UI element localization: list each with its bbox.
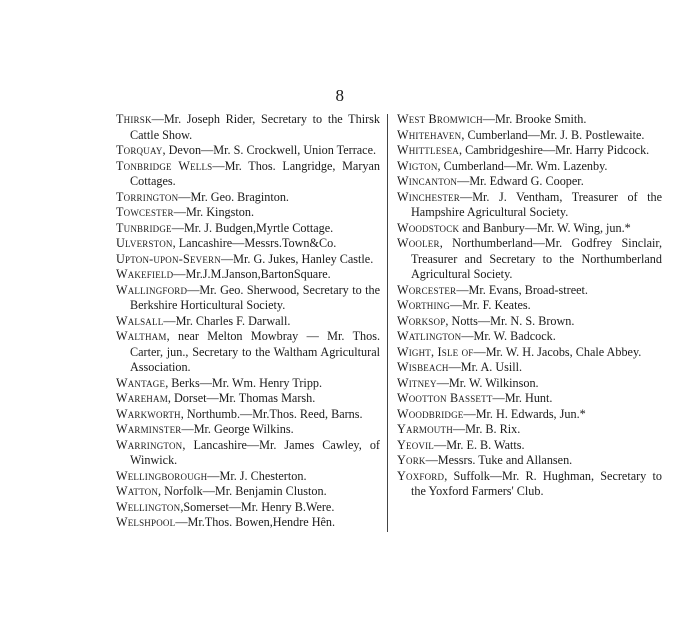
entry-text: , Cumberland—Mr. Wm. Lazenby. bbox=[437, 158, 608, 173]
entry-text: , Lancashire—Mr. James Cawley, of Winwick. bbox=[130, 437, 380, 467]
entry-place: Yeovil bbox=[397, 437, 434, 452]
directory-entry bbox=[116, 391, 380, 407]
directory-entry bbox=[397, 360, 662, 376]
directory-entry bbox=[116, 221, 380, 237]
entry-place: Worksop bbox=[397, 313, 446, 328]
entry-place: Worcester bbox=[397, 282, 457, 297]
directory-entry bbox=[397, 391, 662, 407]
entry-text: —Mr.Thos. Bowen,Hendre Hên. bbox=[175, 515, 336, 529]
entry-text: —Messrs. Tuke and Allansen. bbox=[425, 453, 573, 467]
directory-entry bbox=[397, 283, 662, 299]
directory-entry bbox=[116, 205, 380, 221]
directory-entry bbox=[397, 407, 662, 423]
entry-text: , Suffolk—Mr. R. Hughman, Secretary to the Yoxford Farmers' Club. bbox=[411, 468, 662, 498]
entry-place: Wantage bbox=[116, 375, 166, 390]
entry-place: Yoxford bbox=[397, 468, 445, 483]
entry-place: Warminster bbox=[116, 422, 182, 436]
directory-entry bbox=[397, 159, 662, 175]
entry-place: Wight, Isle of bbox=[397, 344, 474, 359]
entry-place: Upton-upon-Severn bbox=[116, 251, 221, 266]
entry-place: Wellington bbox=[116, 499, 181, 514]
entry-place: Wallingford bbox=[116, 282, 188, 297]
entry-place: Wellingborough bbox=[116, 468, 208, 483]
entry-place: Thirsk bbox=[116, 112, 152, 126]
entry-place: Welshpool bbox=[116, 515, 176, 529]
directory-entry bbox=[397, 221, 662, 237]
directory-entry bbox=[116, 190, 380, 206]
entry-text: —Mr. G. Jukes, Hanley Castle. bbox=[220, 251, 374, 266]
entry-text: —Mr. W. H. Jacobs, Chale Abbey. bbox=[473, 344, 642, 359]
entry-text: and Banbury—Mr. W. Wing, jun.* bbox=[459, 220, 631, 235]
entry-place: Wisbeach bbox=[397, 360, 449, 374]
entry-text: —Mr. E. B. Watts. bbox=[434, 437, 525, 452]
entry-text: , near Melton Mowbray — Mr. Thos. Carter, jun., Secretary to the Waltham Agricultural Association. bbox=[130, 329, 380, 374]
entry-place: Woodstock bbox=[397, 220, 460, 235]
entry-place: Watlington bbox=[397, 329, 462, 343]
directory-entry bbox=[116, 515, 380, 531]
directory-entry bbox=[397, 469, 662, 500]
entry-place: York bbox=[397, 453, 426, 467]
entry-text: —Mr. Edward G. Cooper. bbox=[457, 174, 584, 188]
entry-place: Towcester bbox=[116, 205, 174, 219]
entry-text: , Devon—Mr. S. Crockwell, Union Terrace. bbox=[162, 143, 377, 157]
entry-place: Whittlesea bbox=[397, 143, 459, 157]
entry-place: Yarmouth bbox=[397, 422, 453, 436]
column-divider bbox=[387, 114, 388, 532]
directory-entry bbox=[116, 112, 380, 143]
entry-place: Torquay bbox=[116, 143, 163, 157]
entry-text: —Mr. Joseph Rider, Secretary to the Thirsk Cattle Show. bbox=[130, 112, 380, 142]
entry-place: Witney bbox=[397, 375, 437, 390]
entry-place: Wincanton bbox=[397, 174, 458, 188]
directory-entry bbox=[397, 190, 662, 221]
directory-entry bbox=[116, 469, 380, 485]
entry-text: , Cumberland—Mr. J. B. Postlewaite. bbox=[461, 127, 645, 142]
entry-place: Winchester bbox=[397, 189, 461, 204]
entry-text: —Mr. B. Rix. bbox=[452, 422, 521, 436]
directory-entry bbox=[397, 329, 662, 345]
directory-entry bbox=[116, 422, 380, 438]
directory-entry bbox=[397, 376, 662, 392]
entry-place: Warrington bbox=[116, 437, 183, 452]
entry-place: Tonbridge Wells bbox=[116, 158, 213, 173]
directory-entry bbox=[397, 314, 662, 330]
entry-text: —Mr. George Wilkins. bbox=[181, 422, 294, 436]
entry-text: —Mr. A. Usill. bbox=[448, 360, 523, 374]
entry-place: Ulverston bbox=[116, 236, 173, 250]
entry-place: Woodbridge bbox=[397, 406, 464, 421]
entry-text: —Mr. J. Chesterton. bbox=[207, 468, 307, 483]
directory-entry bbox=[116, 159, 380, 190]
directory-entry bbox=[116, 283, 380, 314]
entry-place: Wootton Bassett bbox=[397, 391, 493, 405]
directory-entry bbox=[397, 438, 662, 454]
entry-place: Watton bbox=[116, 484, 159, 498]
directory-entry bbox=[397, 112, 662, 128]
directory-entry bbox=[116, 438, 380, 469]
directory-entry bbox=[397, 298, 662, 314]
entry-place: Whitehaven bbox=[397, 127, 462, 142]
entry-place: West Bromwich bbox=[397, 112, 483, 126]
entry-text: —Mr. Charles F. Darwall. bbox=[163, 313, 291, 328]
entry-place: Wooler bbox=[397, 236, 440, 250]
entry-text: —Mr. Geo. Braginton. bbox=[178, 189, 289, 204]
entry-text: , Norfolk—Mr. Benjamin Cluston. bbox=[158, 484, 327, 498]
entry-text: , Northumberland—Mr. Godfrey Sinclair, Treasurer and Secretary to the Northumberland Agricultural Society. bbox=[411, 236, 662, 281]
entry-text: —Mr. Evans, Broad-street. bbox=[456, 282, 588, 297]
entry-text: —Mr. W. Badcock. bbox=[461, 329, 556, 343]
entry-text: —Mr. Thos. Langridge, Maryan Cottages. bbox=[130, 158, 380, 188]
directory-entry bbox=[116, 407, 380, 423]
entry-place: Waltham bbox=[116, 329, 167, 343]
directory-entry bbox=[397, 174, 662, 190]
entry-text: , Notts—Mr. N. S. Brown. bbox=[445, 313, 575, 328]
directory-entry bbox=[116, 500, 380, 516]
directory-entry bbox=[116, 376, 380, 392]
directory-entry bbox=[116, 252, 380, 268]
directory-entry bbox=[116, 143, 380, 159]
entry-text: —Mr. Kingston. bbox=[173, 205, 254, 219]
entry-text: —Mr. F. Keates. bbox=[450, 298, 531, 312]
entry-text: , Berks—Mr. Wm. Henry Tripp. bbox=[165, 375, 323, 390]
entry-place: Walsall bbox=[116, 313, 164, 328]
entry-text: , Northumb.—Mr.Thos. Reed, Barns. bbox=[180, 406, 363, 421]
entry-place: Wigton bbox=[397, 158, 438, 173]
entry-text: , Cambridgeshire—Mr. Harry Pidcock. bbox=[459, 143, 650, 157]
directory-entry bbox=[397, 345, 662, 361]
left-column bbox=[116, 112, 380, 531]
directory-entry bbox=[397, 128, 662, 144]
entry-text: —Mr. Brooke Smith. bbox=[482, 112, 587, 126]
entry-place: Wareham bbox=[116, 391, 168, 405]
directory-entry bbox=[116, 236, 380, 252]
entry-text: —Mr. J. Budgen,Myrtle Cottage. bbox=[171, 220, 334, 235]
entry-place: Worthing bbox=[397, 298, 451, 312]
right-column bbox=[397, 112, 662, 500]
entry-text: —Mr. W. Wilkinson. bbox=[436, 375, 539, 390]
entry-text: —Mr. H. Edwards, Jun.* bbox=[463, 406, 586, 421]
entry-text: —Mr. Geo. Sherwood, Secretary to the Berkshire Horticultural Society. bbox=[130, 282, 380, 312]
entry-place: Torrington bbox=[116, 189, 179, 204]
entry-place: Wakefield bbox=[116, 267, 174, 281]
entry-text: , Dorset—Mr. Thomas Marsh. bbox=[167, 391, 316, 405]
entry-place: Tunbridge bbox=[116, 220, 172, 235]
entry-text: —Mr. J. Ventham, Treasurer of the Hampshire Agricultural Society. bbox=[411, 189, 662, 219]
entry-text: ,Somerset—Mr. Henry B.Were. bbox=[180, 499, 335, 514]
page-number: 8 bbox=[335, 86, 345, 105]
directory-entry bbox=[116, 329, 380, 376]
directory-entry bbox=[397, 453, 662, 469]
entry-text: , Lancashire—Messrs.Town&Co. bbox=[172, 236, 337, 250]
entry-text: —Mr. Hunt. bbox=[492, 391, 553, 405]
directory-entry bbox=[116, 267, 380, 283]
entry-place: Warkworth bbox=[116, 406, 181, 421]
entry-text: —Mr.J.M.Janson,BartonSquare. bbox=[173, 267, 331, 281]
directory-entry bbox=[116, 314, 380, 330]
directory-entry bbox=[397, 143, 662, 159]
directory-entry bbox=[397, 422, 662, 438]
directory-entry bbox=[116, 484, 380, 500]
directory-entry bbox=[397, 236, 662, 283]
